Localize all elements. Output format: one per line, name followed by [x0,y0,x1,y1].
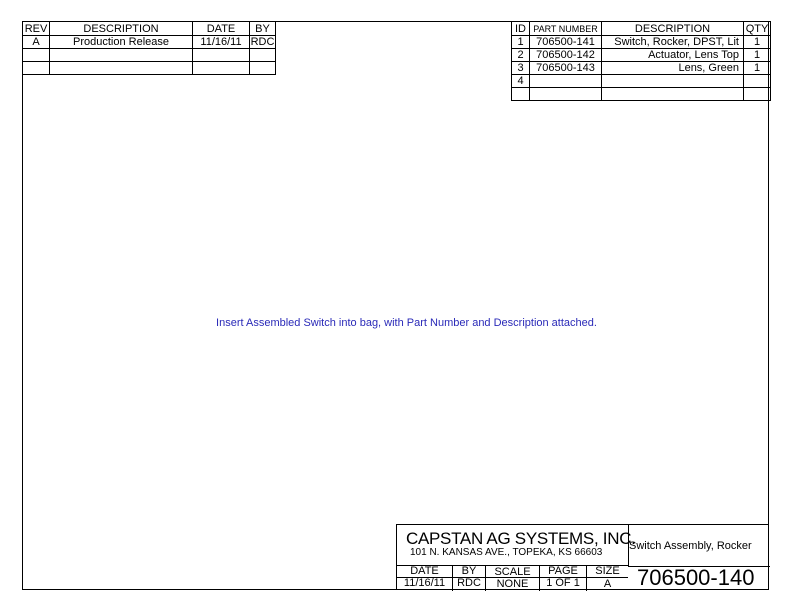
bom-part-number-header: PART NUMBER [530,22,602,36]
bom-header-row [512,22,771,36]
scale-label: SCALE [494,566,531,578]
bom-description-cell: Lens, Green [602,62,744,75]
bom-part-number-cell: 706500-142 [530,49,602,62]
by-value: RDC [457,577,481,589]
bom-qty-cell: 1 [744,62,771,75]
bom-id-cell: 3 [512,62,530,75]
bom-id-cell: 1 [512,36,530,49]
rev-by-header: BY [250,22,276,36]
bom-description-cell [602,75,744,88]
rev-cell [23,49,50,62]
date-value: 11/16/11 [403,577,446,589]
rev-date-cell [193,49,250,62]
bom-qty-header: QTY [744,22,771,36]
bom-description-cell [602,88,744,101]
rev-cell: A [23,36,50,49]
table-row [23,62,276,75]
table-row [512,62,771,75]
bom-id-header: ID [512,22,530,36]
scale-value: NONE [496,578,529,590]
table-row [23,49,276,62]
rev-date-cell [193,62,250,75]
bom-qty-cell: 1 [744,49,771,62]
rev-header: REV [23,22,50,36]
page-label: PAGE [548,565,578,577]
table-row [512,36,771,49]
bom-qty-cell [744,75,771,88]
size-label: SIZE [595,565,620,577]
table-row [512,75,771,88]
rev-description-cell [50,62,193,75]
bom-id-cell: 2 [512,49,530,62]
by-label: BY [461,565,477,577]
drawing-border [22,21,769,590]
bom-description-cell: Switch, Rocker, DPST, Lit [602,36,744,49]
revision-header-row [23,22,276,36]
rev-description-header: DESCRIPTION [50,22,193,36]
bom-description-cell: Actuator, Lens Top [602,49,744,62]
date-label: DATE [410,565,439,577]
rev-description-cell [50,49,193,62]
page-value: 1 OF 1 [546,577,580,589]
bom-part-number-cell [530,75,602,88]
assembly-note: Insert Assembled Switch into bag, with Part Number and Description attached. [216,317,597,329]
revision-table [22,21,276,75]
rev-date-cell: 11/16/11 [193,36,250,49]
bill-of-materials-table [511,21,771,101]
table-row [512,88,771,101]
rev-by-cell [250,62,276,75]
bom-qty-cell: 1 [744,36,771,49]
bom-part-number-cell [530,88,602,101]
bom-part-number-cell: 706500-141 [530,36,602,49]
bom-id-cell [512,88,530,101]
bom-description-header: DESCRIPTION [602,22,744,36]
rev-date-header: DATE [193,22,250,36]
drawing-part-number: 706500-140 [637,565,755,590]
bom-id-cell: 4 [512,75,530,88]
table-row [23,36,276,49]
table-row [512,49,771,62]
rev-cell [23,62,50,75]
company-name: CAPSTAN AG SYSTEMS, INC. [406,529,636,548]
bom-qty-cell [744,88,771,101]
rev-description-cell: Production Release [50,36,193,49]
bom-part-number-cell: 706500-143 [530,62,602,75]
title-block [396,524,769,590]
company-address: 101 N. KANSAS AVE., TOPEKA, KS 66603 [410,547,603,558]
size-value: A [603,578,612,590]
rev-by-cell [250,49,276,62]
drawing-description: Switch Assembly, Rocker [629,540,752,552]
rev-by-cell: RDC [250,36,275,48]
